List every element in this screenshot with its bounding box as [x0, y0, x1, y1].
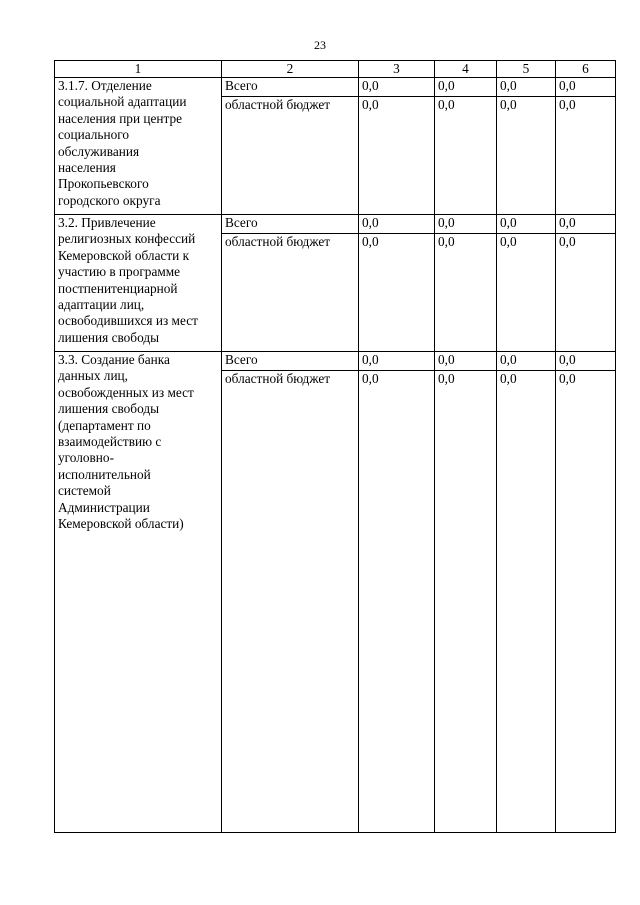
value-cell: 0,0 — [435, 371, 497, 833]
value-cell: 0,0 — [435, 234, 497, 352]
measure-name: 3.2. Привлечение религиозных конфессий Кемеровской области к участию в программе постпенитенциарной адаптации лиц, освободившихся из мест лишения свободы — [55, 215, 222, 352]
value-cell: 0,0 — [497, 352, 556, 371]
funding-source: областной бюджет — [222, 371, 359, 833]
column-header-2: 2 — [222, 61, 359, 78]
table-row — [55, 215, 616, 234]
value-cell: 0,0 — [556, 78, 616, 97]
value-cell: 0,0 — [556, 371, 616, 833]
value-cell: 0,0 — [435, 215, 497, 234]
value-cell: 0,0 — [556, 215, 616, 234]
budget-table — [54, 60, 616, 833]
header-row — [55, 61, 616, 78]
measure-name: 3.3. Создание банка данных лиц, освобожденных из мест лишения свободы (департамент по взаимодействию с уголовно- исполнительной системой Администрации Кемеровской области) — [55, 352, 222, 833]
column-header-3: 3 — [359, 61, 435, 78]
value-cell: 0,0 — [359, 234, 435, 352]
value-cell: 0,0 — [556, 352, 616, 371]
value-cell: 0,0 — [435, 352, 497, 371]
funding-source: Всего — [222, 78, 359, 97]
value-cell: 0,0 — [497, 97, 556, 215]
column-header-4: 4 — [435, 61, 497, 78]
value-cell: 0,0 — [435, 97, 497, 215]
column-header-1: 1 — [55, 61, 222, 78]
table-row — [55, 352, 616, 371]
value-cell: 0,0 — [435, 78, 497, 97]
page-number: 23 — [314, 38, 326, 52]
value-cell: 0,0 — [359, 215, 435, 234]
table-row — [55, 78, 616, 97]
value-cell: 0,0 — [556, 97, 616, 215]
measure-name: 3.1.7. Отделение социальной адаптации населения при центре социального обслуживания населения Прокопьевского городского округа — [55, 78, 222, 215]
funding-source: областной бюджет — [222, 97, 359, 215]
value-cell: 0,0 — [497, 371, 556, 833]
value-cell: 0,0 — [556, 234, 616, 352]
value-cell: 0,0 — [497, 78, 556, 97]
column-header-6: 6 — [556, 61, 616, 78]
value-cell: 0,0 — [359, 97, 435, 215]
value-cell: 0,0 — [359, 352, 435, 371]
value-cell: 0,0 — [497, 234, 556, 352]
funding-source: областной бюджет — [222, 234, 359, 352]
value-cell: 0,0 — [359, 371, 435, 833]
value-cell: 0,0 — [497, 215, 556, 234]
column-header-5: 5 — [497, 61, 556, 78]
funding-source: Всего — [222, 215, 359, 234]
value-cell: 0,0 — [359, 78, 435, 97]
funding-source: Всего — [222, 352, 359, 371]
